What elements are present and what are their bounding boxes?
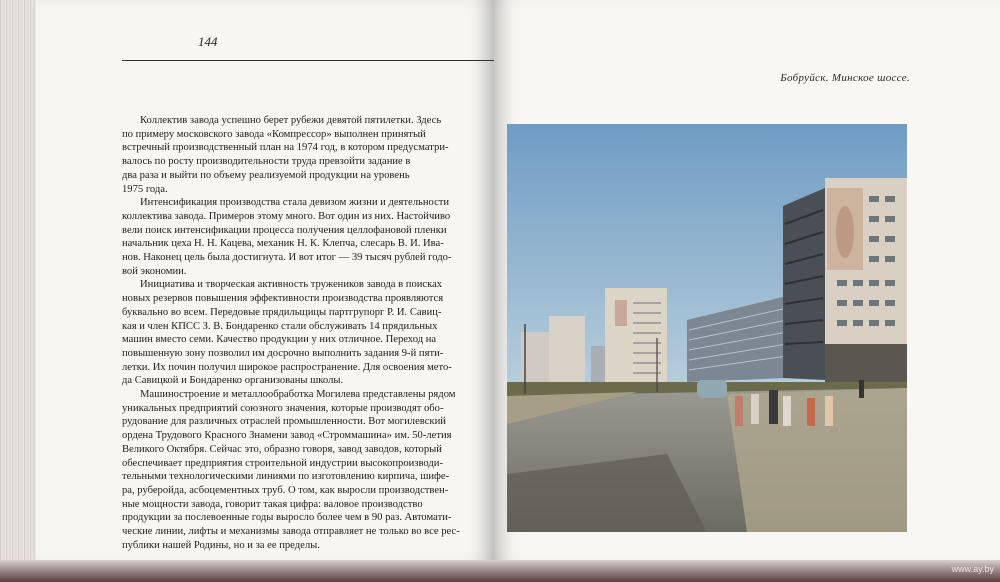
- text-line: валось по росту производительности труда превзойти задание в: [122, 156, 411, 168]
- watermark: www.ay.by: [951, 564, 994, 574]
- shop-floor: [825, 344, 907, 382]
- text-line: ордена Трудового Красного Знамени завод «Строммашина» им. 50-летия: [122, 430, 452, 442]
- text-line: по примеру московского завода «Компрессор» выполнен принятый: [122, 128, 426, 140]
- text-line: коллектива завода. Примеров этому много. Вот один из них. Настойчиво: [122, 210, 451, 222]
- text-line: вой экономии.: [122, 265, 187, 277]
- text-line: новых резервов повышения эффективности производства проявляются: [122, 293, 444, 305]
- text-line: ра, руберойда, асбоцементных труб. О том, как выросли производствен-: [122, 484, 449, 496]
- text-line: публики нашей Родины, но и за ее пределы.: [122, 539, 320, 551]
- text-line: 1975 года.: [122, 183, 168, 195]
- text-line: кая и член КПСС З. В. Бондаренко стали обслуживать 14 прядильных: [122, 320, 438, 332]
- street-photo: [507, 124, 907, 532]
- car: [697, 380, 727, 398]
- text-line: встречный производственный план на 1974 год, в котором предусматри-: [122, 142, 449, 154]
- text-line: уникальных предприятий союзного значения, которые производят обо-: [122, 402, 444, 414]
- text-line: повышенную зону позволил им досрочно выполнить задания 9-й пяти-: [122, 347, 444, 359]
- text-line: Интенсификация производства стала девизом жизни и деятельности: [140, 197, 450, 209]
- page-stack-edges: [0, 0, 38, 582]
- text-line: буквально во всем. Передовые прядильщицы партгрупорг Р. И. Савиц-: [122, 306, 442, 318]
- text-line: нов. Наконец цель была достигнута. И вот итог — 39 тысяч рублей годо-: [122, 252, 452, 264]
- page-number: 144: [198, 34, 218, 49]
- text-line: да Савицкой и Бондаренко организованы школы.: [122, 375, 344, 387]
- body-text: [122, 114, 520, 553]
- text-line: летки. Их почин получил широкое распространение. Для освоения мето-: [122, 361, 452, 373]
- text-line: обеспечивает предприятия строительной индустрии высокопроизводи-: [122, 457, 443, 469]
- page-bottom-edge: [0, 560, 1000, 582]
- text-line: вели поиск интенсификации процесса получения целлофановой пленки: [122, 224, 447, 236]
- text-line: машин вместо семи. Качество продукции у них отличное. Переход на: [122, 334, 437, 346]
- left-page: [36, 0, 494, 562]
- text-line: начальник цеха Н. Н. Кацева, механик Н. К. Клепча, слесарь В. И. Ива-: [122, 238, 444, 250]
- header-rule: [122, 60, 500, 61]
- text-line: рудование для различных отраслей промышленности. Вот могилевский: [122, 416, 446, 428]
- text-line: продукции за послевоенные годы выросло более чем в 90 раз. Автомати-: [122, 512, 452, 524]
- photo-caption: Бобруйск. Минское шоссе.: [780, 72, 910, 84]
- text-line: Машиностроение и металлообработка Могилева представлены рядом: [140, 389, 456, 401]
- text-line: ческие линии, лифты и механизмы завода отправляет не только во все рес-: [122, 526, 460, 538]
- text-line: ные мощности завода, говорит такая цифра: валовое производство: [122, 498, 423, 510]
- text-line: Коллектив завода успешно берет рубежи девятой пятилетки. Здесь: [140, 115, 442, 126]
- text-line: Великого Октября. Сейчас это, образно говоря, завод заводов, который: [122, 443, 442, 455]
- text-line: Инициатива и творческая активность тружеников завода в поисках: [140, 279, 443, 291]
- text-line: тельными технологическими линиями по изготовлению кирпича, шифе-: [122, 471, 450, 483]
- text-line: два раза и выйти по объему реализуемой продукции на уровень: [122, 169, 410, 181]
- mural: [615, 300, 627, 326]
- distant-building: [549, 316, 585, 388]
